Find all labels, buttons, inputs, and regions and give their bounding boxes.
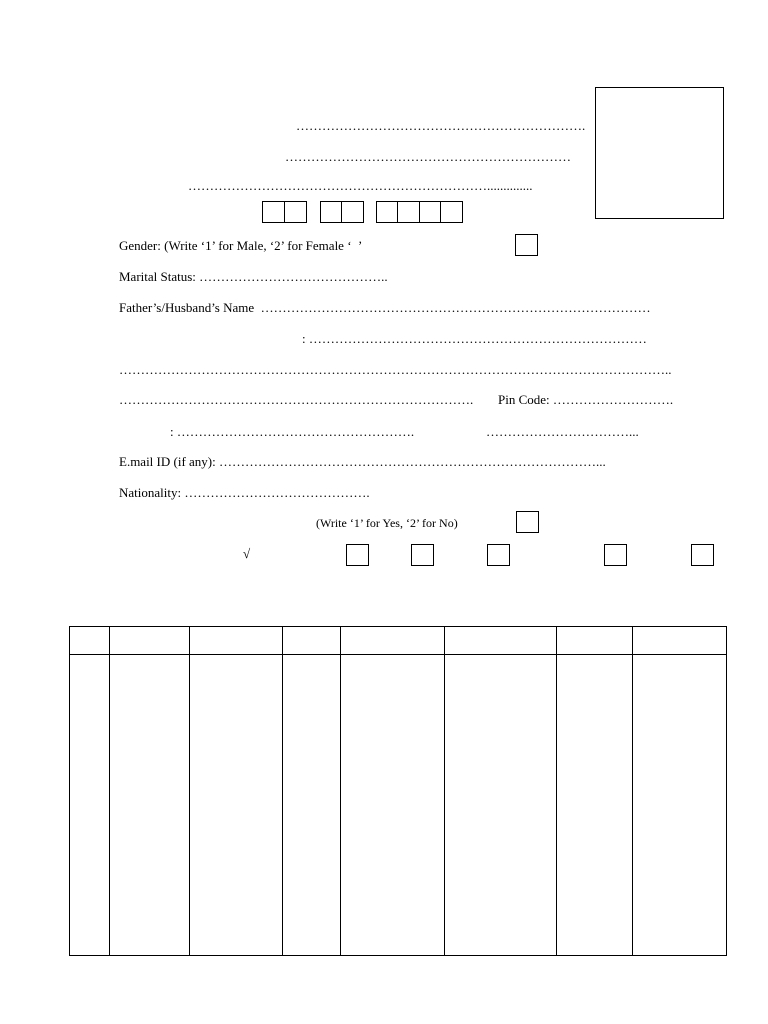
checkbox-1[interactable] bbox=[346, 544, 369, 566]
date-year-box-1[interactable] bbox=[376, 201, 398, 223]
table-column-line bbox=[556, 626, 557, 956]
gender-label: Gender: (Write ‘1’ for Male, ‘2’ for Female ‘ ’ bbox=[119, 238, 363, 253]
pin-code-field[interactable]: Pin Code: ………………………. bbox=[498, 392, 674, 407]
date-year-box-4[interactable] bbox=[440, 201, 463, 223]
address-line-5[interactable]: ……………………………... bbox=[486, 424, 639, 439]
date-year-box-3[interactable] bbox=[419, 201, 441, 223]
date-day-box-1[interactable] bbox=[262, 201, 285, 223]
marital-status-field[interactable]: Marital Status: …………………………………….. bbox=[119, 269, 388, 284]
photo-box[interactable] bbox=[595, 87, 724, 219]
gender-input-box[interactable] bbox=[515, 234, 538, 256]
table-header-divider bbox=[69, 654, 727, 655]
header-line-1[interactable]: …………………………………………………………. bbox=[296, 118, 586, 133]
header-line-2[interactable]: ………………………………………………………… bbox=[285, 149, 571, 164]
table-column-line bbox=[282, 626, 283, 956]
nationality-field[interactable]: Nationality: ……………………………………. bbox=[119, 485, 370, 500]
checkbox-5[interactable] bbox=[691, 544, 714, 566]
date-month-box-2[interactable] bbox=[341, 201, 364, 223]
table-column-line bbox=[69, 626, 70, 956]
table-column-line bbox=[189, 626, 190, 956]
address-line-1[interactable]: : …………………………………………………………………… bbox=[302, 331, 647, 346]
table-column-line bbox=[632, 626, 633, 956]
date-month-box-1[interactable] bbox=[320, 201, 342, 223]
address-line-2[interactable]: ……………………………………………………………………………………………………………….. bbox=[119, 362, 672, 377]
table-column-line bbox=[340, 626, 341, 956]
checkbox-2[interactable] bbox=[411, 544, 434, 566]
table-column-line bbox=[109, 626, 110, 956]
header-line-3[interactable]: …………………………………………………………….............. bbox=[188, 178, 533, 193]
address-line-3[interactable]: ………………………………………………………………………. bbox=[119, 392, 477, 407]
table-top-border bbox=[69, 626, 727, 627]
father-husband-name-field[interactable]: Father’s/Husband’s Name ……………………………………………………………………………… bbox=[119, 300, 651, 315]
yes-no-input-box[interactable] bbox=[516, 511, 539, 533]
date-day-box-2[interactable] bbox=[284, 201, 307, 223]
address-line-4[interactable]: : ………………………………………………. bbox=[170, 424, 415, 439]
email-field[interactable]: E.mail ID (if any): ……………………………………………………………………………... bbox=[119, 454, 606, 469]
checkbox-3[interactable] bbox=[487, 544, 510, 566]
date-year-box-2[interactable] bbox=[397, 201, 420, 223]
yes-no-hint: (Write ‘1’ for Yes, ‘2’ for No) bbox=[316, 516, 458, 530]
table-bottom-border bbox=[69, 955, 727, 956]
table-column-line bbox=[726, 626, 727, 956]
table-column-line bbox=[444, 626, 445, 956]
checkbox-4[interactable] bbox=[604, 544, 627, 566]
checkmark-symbol: √ bbox=[243, 546, 251, 561]
